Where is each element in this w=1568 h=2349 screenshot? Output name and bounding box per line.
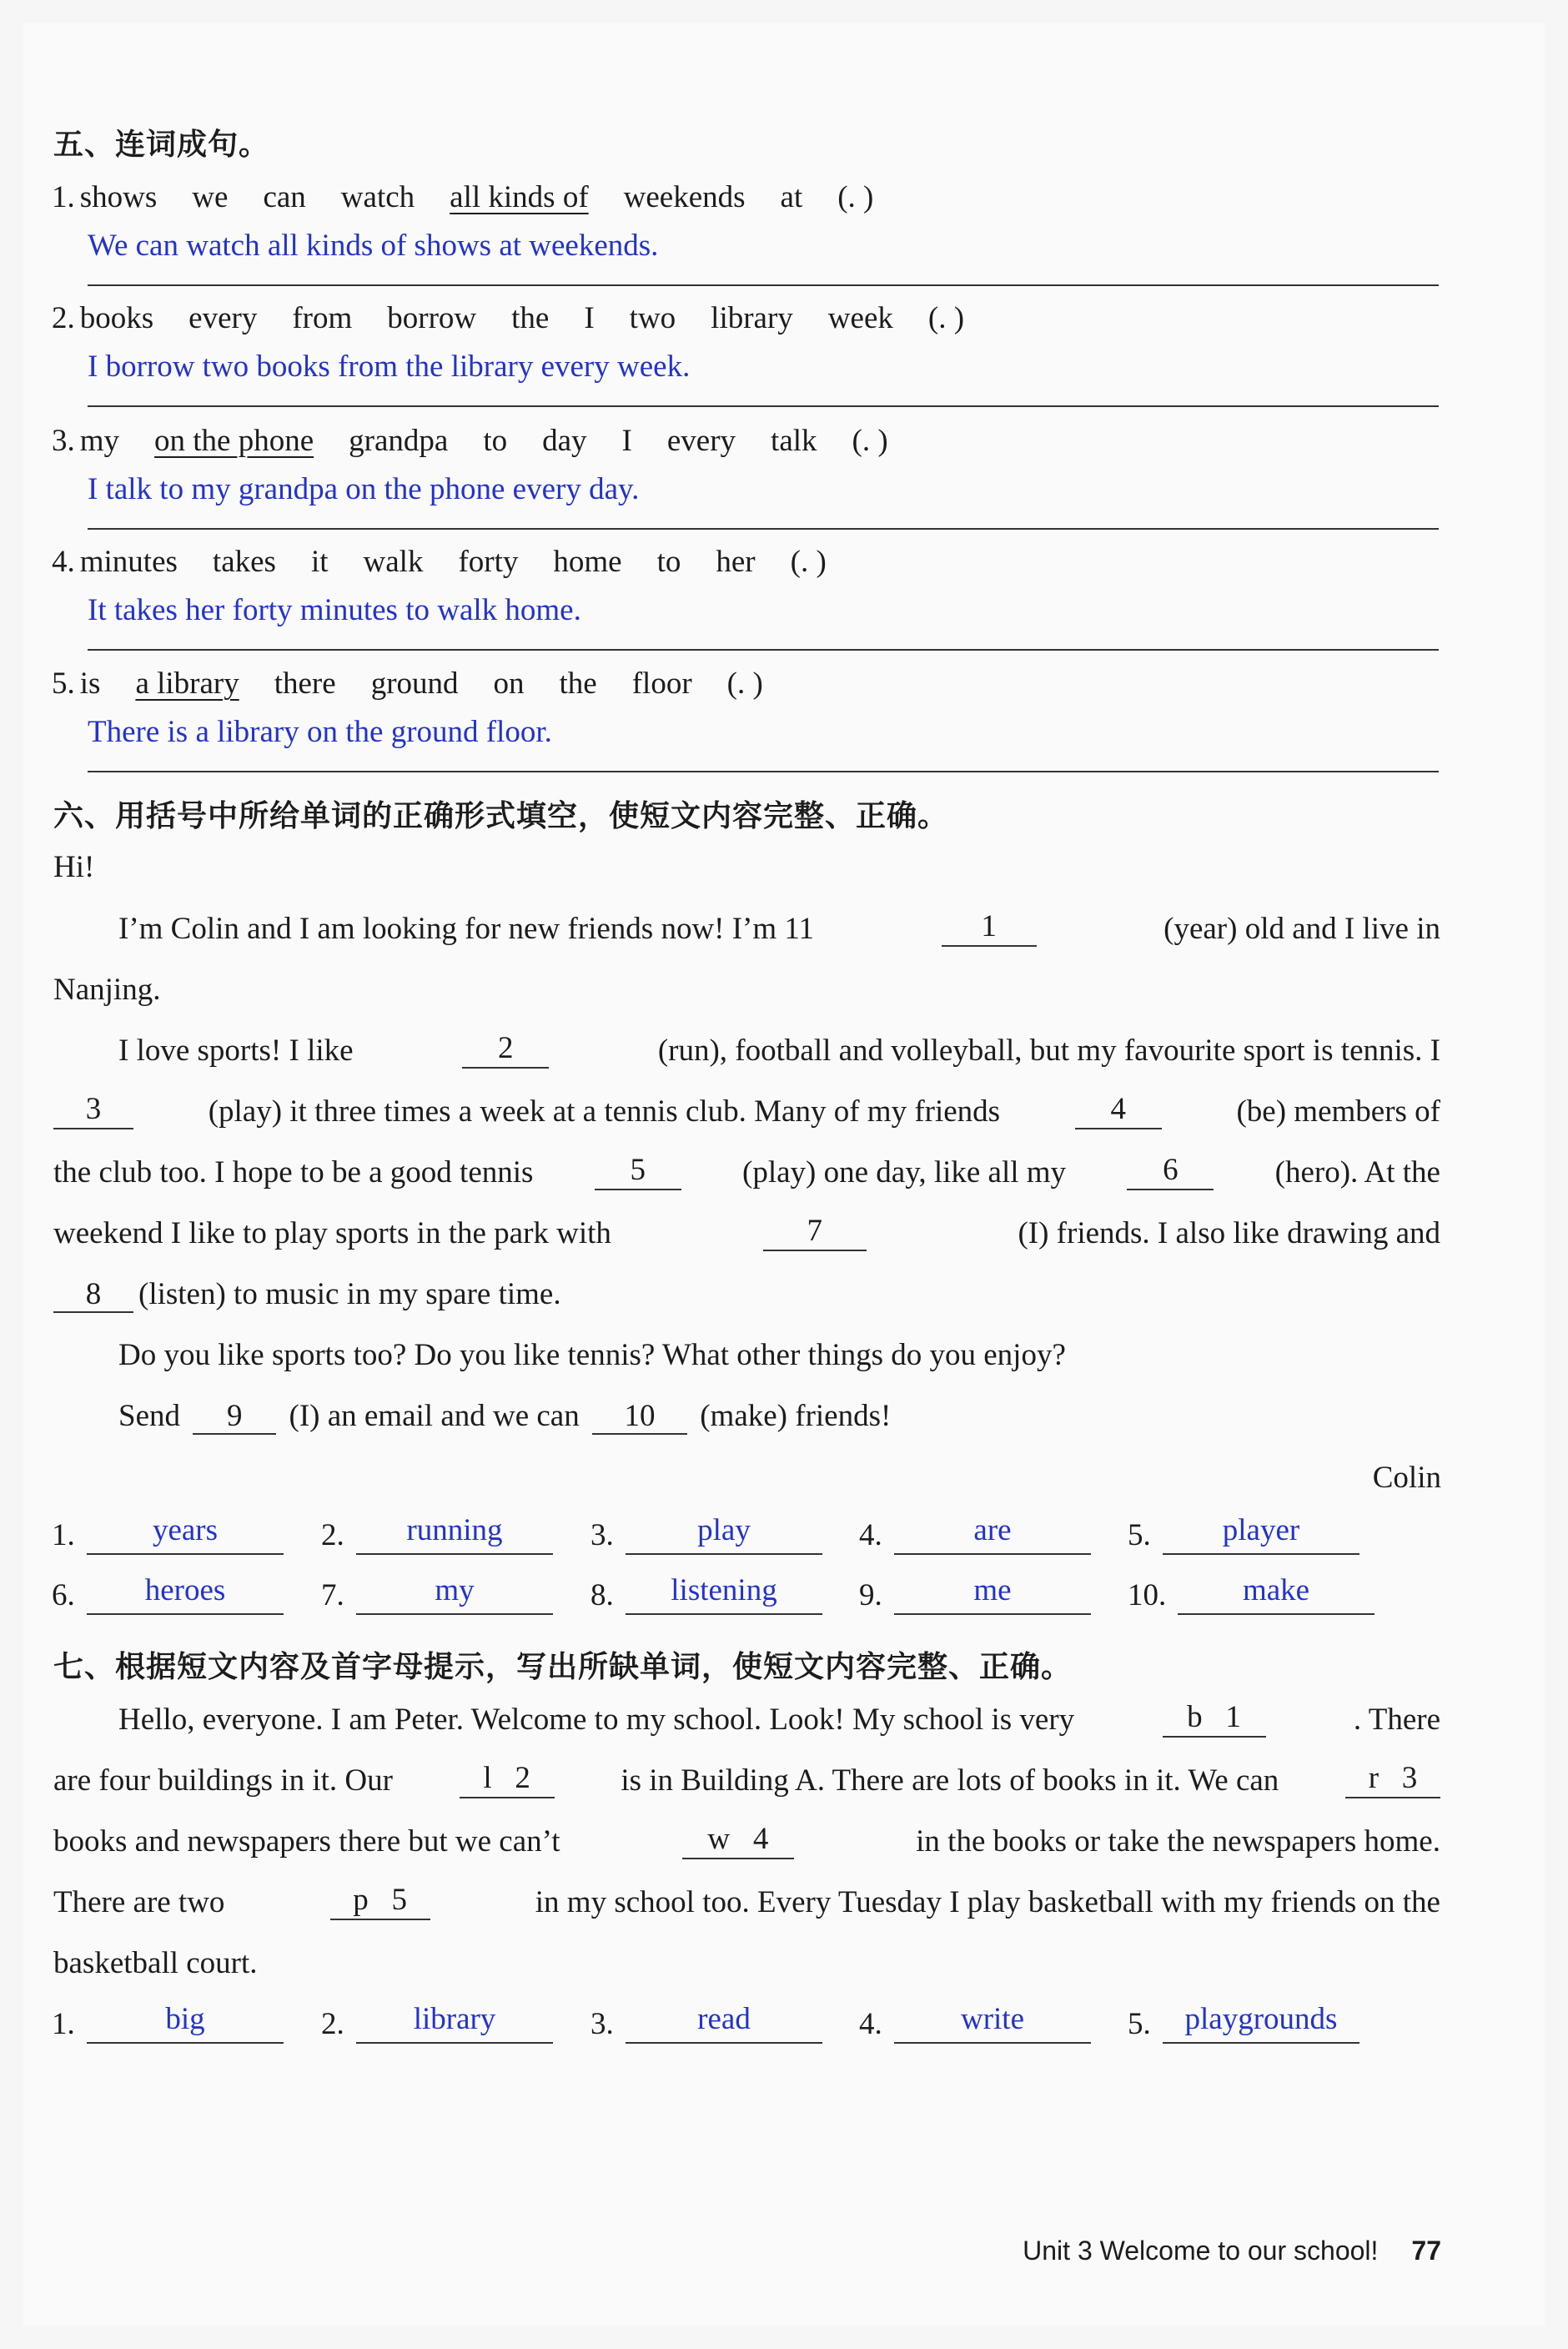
word-tile: talk [771, 424, 817, 458]
blank-1: 1 [942, 911, 1037, 947]
word-tile: the [511, 301, 550, 335]
text: in my school too. Every Tuesday I play basketball with my friends on the [535, 1885, 1440, 1919]
para-line-5 [53, 1154, 1440, 1190]
word-tile: (. ) [837, 180, 874, 214]
answer-number: 5. [1128, 1518, 1151, 1552]
question-number: 5. [52, 666, 75, 701]
section7-title: 七、根据短文内容及首字母提示，写出所缺单词，使短文内容完整、正确。 [53, 1650, 1073, 1684]
word-tile: I [621, 424, 632, 458]
answer-word: read [697, 2002, 751, 2036]
answer-sentence-3: I talk to my grandpa on the phone every day. [88, 472, 640, 506]
question-words-4 [52, 544, 969, 580]
answer-blank [1178, 1613, 1375, 1615]
answer-word: big [165, 2002, 205, 2036]
answer-item [1128, 1570, 1369, 1615]
answer-item [321, 1999, 563, 2044]
text: (play) one day, like all my [742, 1155, 1067, 1190]
word-tile: the [559, 666, 597, 701]
word-tile: library [711, 301, 793, 335]
text: (listen) to music in my spare time. [138, 1277, 561, 1311]
word-tile: grandpa [349, 424, 449, 458]
word-tile: at [780, 180, 803, 214]
word-tile: it [310, 545, 329, 579]
answer-blank [356, 2042, 553, 2044]
answer-word: listening [671, 1573, 777, 1607]
word-tile: takes [212, 545, 276, 579]
blank-b1: b 1 [1163, 1702, 1266, 1738]
word-tile: to [483, 424, 508, 458]
word-tile: home [553, 545, 622, 579]
answer-item [591, 1510, 832, 1555]
word-tile: (. ) [927, 301, 965, 335]
question-words-2 [52, 300, 969, 336]
blank-w4: w 4 [682, 1823, 794, 1859]
word-tile: every [666, 424, 736, 458]
answer-item [52, 1999, 294, 2044]
page-footer [1023, 2236, 1441, 2266]
text: There are two [53, 1885, 225, 1919]
word-tile: shows [79, 180, 158, 214]
blank-2: 2 [462, 1033, 549, 1069]
word-tile: is [79, 666, 101, 701]
s7-line-2 [53, 1763, 1440, 1798]
word-tile: a library [135, 666, 239, 701]
answer-blank [894, 2042, 1091, 2044]
question-number: 4. [52, 545, 75, 579]
answer-number: 9. [859, 1578, 882, 1612]
answer-word: playgrounds [1184, 2002, 1338, 2036]
question-number: 2. [52, 301, 75, 335]
answer-item [52, 1510, 294, 1555]
text: (make) friends! [700, 1399, 892, 1433]
answer-item [859, 1999, 1101, 2044]
word-tile: there [274, 666, 336, 701]
answer-sentence-4: It takes her forty minutes to walk home. [88, 593, 581, 627]
text: I’m Colin and I am looking for new friends now! I’m 11 [118, 912, 815, 946]
answer-number: 10. [1128, 1578, 1167, 1612]
blank-6: 6 [1127, 1154, 1214, 1190]
answer-item [859, 1570, 1101, 1615]
answer-line [88, 649, 1439, 651]
answer-number: 4. [859, 1518, 882, 1552]
blank-4: 4 [1075, 1094, 1162, 1129]
answer-word: library [413, 2002, 496, 2036]
answer-word: write [960, 2002, 1025, 2036]
text: (year) old and I live in [1163, 912, 1440, 946]
answer-number: 1. [52, 1518, 75, 1552]
answer-number: 3. [591, 1518, 614, 1552]
answer-blank [356, 1553, 553, 1555]
text: books and newspapers there but we can’t [53, 1824, 560, 1859]
blank-r3: r 3 [1345, 1763, 1440, 1798]
para-line-8: Do you like sports too? Do you like tennis? What other things do you enjoy? [118, 1338, 1066, 1372]
text: Send [118, 1399, 180, 1433]
word-tile: her [716, 545, 756, 579]
word-tile: we [192, 180, 229, 214]
word-tile: (. ) [790, 545, 827, 579]
answer-blank [1163, 1553, 1359, 1555]
para-line-9 [118, 1398, 891, 1435]
answer-sentence-5: There is a library on the ground floor. [88, 715, 552, 749]
s7-line-1 [118, 1702, 1440, 1738]
word-tile: (. ) [726, 666, 763, 701]
answer-word: make [1242, 1573, 1310, 1607]
greeting: Hi! [53, 850, 95, 884]
answer-blank [1163, 2042, 1359, 2044]
answer-item [859, 1510, 1101, 1555]
answer-word: me [973, 1573, 1012, 1607]
word-tile: watch [340, 180, 415, 214]
answer-word: my [435, 1573, 475, 1607]
s7-line-3 [53, 1823, 1440, 1859]
para-line-3 [118, 1033, 1440, 1069]
word-tile: my [79, 424, 120, 458]
answer-word: play [697, 1513, 751, 1547]
blank-p5: p 5 [330, 1884, 430, 1920]
section6-title: 六、用括号中所给单词的正确形式填空，使短文内容完整、正确。 [53, 799, 949, 833]
blank-3: 3 [53, 1094, 133, 1129]
word-tile: day [542, 424, 587, 458]
text: (I) friends. I also like drawing and [1018, 1216, 1440, 1250]
answer-number: 7. [321, 1578, 344, 1612]
answer-blank [626, 1553, 822, 1555]
word-tile: week [827, 301, 893, 335]
answer-item [591, 1999, 832, 2044]
text: is in Building A. There are lots of books in it. We can [621, 1763, 1279, 1798]
answer-word: heroes [144, 1573, 226, 1607]
answer-line [88, 528, 1439, 530]
answer-word: are [973, 1513, 1012, 1547]
answer-line [88, 771, 1439, 772]
signature: Colin [1372, 1461, 1441, 1495]
word-tile: (. ) [852, 424, 888, 458]
text: (play) it three times a week at a tennis club. Many of my friends [208, 1094, 1001, 1129]
question-words-3 [52, 423, 969, 459]
blank-l2: l 2 [460, 1763, 555, 1798]
answer-item [591, 1570, 832, 1615]
para-line-2: Nanjing. [53, 973, 161, 1007]
word-tile: two [629, 301, 676, 335]
answer-blank [87, 1553, 284, 1555]
question-words-1 [52, 179, 969, 215]
answer-blank [894, 1553, 1091, 1555]
answer-number: 2. [321, 1518, 344, 1552]
answer-sentence-2: I borrow two books from the library every week. [88, 350, 691, 384]
answer-number: 3. [591, 2007, 614, 2041]
answer-item [321, 1510, 563, 1555]
blank-5: 5 [595, 1154, 681, 1190]
question-words-5 [52, 666, 969, 702]
blank-8: 8 [53, 1279, 133, 1313]
text: I love sports! I like [118, 1034, 354, 1068]
section5-title: 五、连词成句。 [53, 128, 270, 162]
word-tile: all kinds of [450, 180, 589, 214]
word-tile: minutes [79, 545, 178, 579]
para-line-1 [118, 911, 1440, 947]
word-tile: weekends [623, 180, 746, 214]
answer-number: 4. [859, 2007, 882, 2041]
answer-number: 8. [591, 1578, 614, 1612]
text: . There [1353, 1703, 1440, 1737]
word-tile: from [292, 301, 353, 335]
word-tile: I [584, 301, 595, 335]
text: in the books or take the newspapers home. [916, 1824, 1440, 1859]
text: the club too. I hope to be a good tennis [53, 1155, 534, 1190]
blank-7: 7 [763, 1215, 867, 1251]
text: (hero). At the [1274, 1155, 1440, 1190]
question-number: 3. [52, 424, 75, 458]
para-line-6 [53, 1215, 1440, 1251]
answer-blank [894, 1613, 1091, 1615]
text: Hello, everyone. I am Peter. Welcome to my school. Look! My school is very [118, 1703, 1075, 1737]
word-tile: on [493, 666, 525, 701]
answer-item [52, 1570, 294, 1615]
answer-number: 1. [52, 2007, 75, 2041]
text: weekend I like to play sports in the park with [53, 1216, 611, 1250]
unit-title: Unit 3 Welcome to our school! [1023, 2236, 1379, 2266]
page-number: 77 [1411, 2236, 1441, 2266]
blank-9: 9 [193, 1401, 276, 1435]
answer-number: 2. [321, 2007, 344, 2041]
question-number: 1. [52, 180, 75, 214]
answer-blank [356, 1613, 553, 1615]
s7-line-5: basketball court. [53, 1946, 258, 1980]
answer-number: 5. [1128, 2007, 1151, 2041]
word-tile: on the phone [154, 424, 314, 458]
word-tile: can [263, 180, 306, 214]
answer-item [321, 1570, 563, 1615]
answer-blank [626, 2042, 822, 2044]
answer-blank [87, 2042, 284, 2044]
word-tile: to [656, 545, 681, 579]
answer-word: years [152, 1513, 219, 1547]
word-tile: every [188, 301, 258, 335]
answer-item [1128, 1999, 1369, 2044]
answer-word: player [1222, 1513, 1300, 1547]
text: (run), football and volleyball, but my favourite sport is tennis. I [657, 1034, 1440, 1068]
text: are four buildings in it. Our [53, 1763, 393, 1798]
word-tile: walk [363, 545, 424, 579]
text: (be) members of [1236, 1094, 1440, 1129]
word-tile: forty [458, 545, 519, 579]
answer-word: running [406, 1513, 503, 1547]
answer-blank [626, 1613, 822, 1615]
answer-blank [87, 1613, 284, 1615]
blank-10: 10 [592, 1401, 687, 1435]
para-line-7 [53, 1276, 561, 1313]
word-tile: ground [370, 666, 459, 701]
word-tile: floor [631, 666, 692, 701]
answer-sentence-1: We can watch all kinds of shows at weekends. [88, 229, 659, 263]
answer-item [1128, 1510, 1369, 1555]
answer-number: 6. [52, 1578, 75, 1612]
s7-line-4 [53, 1884, 1440, 1920]
answer-line [88, 284, 1439, 286]
para-line-4 [53, 1094, 1440, 1129]
answer-line [88, 405, 1439, 407]
word-tile: borrow [387, 301, 477, 335]
text: (I) an email and we can [289, 1399, 580, 1433]
word-tile: books [79, 301, 154, 335]
